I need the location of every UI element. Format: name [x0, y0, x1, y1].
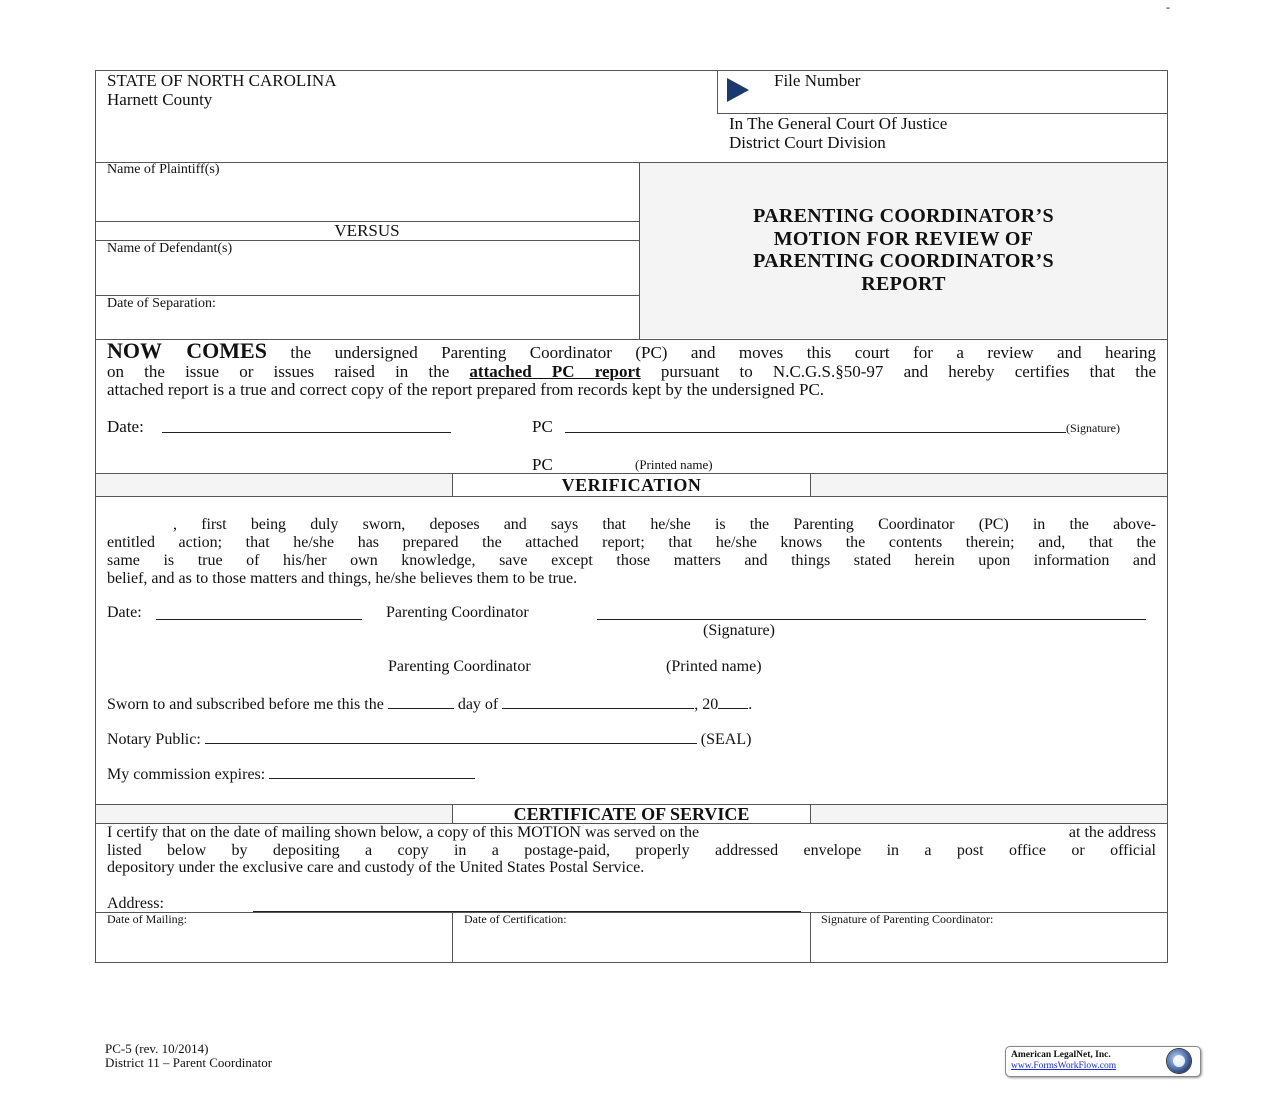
motion-text: on the issue or issues raised in the: [107, 362, 450, 381]
court-line-2: District Court Division: [729, 133, 886, 152]
date-of-mailing-field[interactable]: [96, 928, 451, 962]
certificate-line-3: depository under the exclusive care and custody of the United States Postal Service.: [107, 859, 645, 876]
divider: [810, 473, 811, 496]
county-name: Harnett County: [107, 90, 213, 109]
motion-pc-label: PC: [532, 417, 553, 436]
pc-printed-name-field[interactable]: [566, 455, 634, 472]
address-field[interactable]: [253, 897, 801, 912]
title-line-4: REPORT: [861, 272, 946, 295]
motion-text: the undersigned Parenting Coordinator (PC) and moves this court for a review and hearing: [290, 343, 1157, 362]
title-line-1: PARENTING COORDINATOR’S: [753, 205, 1054, 227]
verification-para-line-2: entitled action; that he/she has prepared the attached report; that he/she knows the contents therein; and, that the: [107, 534, 1156, 551]
plaintiff-field[interactable]: [96, 180, 638, 220]
certificate-line-2: listed below by depositing a copy in a postage-paid, properly addressed envelope in a post office or official: [107, 842, 1156, 859]
date-of-certification-field[interactable]: [453, 928, 809, 962]
attached-pc-report-link[interactable]: attached PC report: [469, 362, 641, 381]
title-line-2: MOTION FOR REVIEW OF: [773, 227, 1034, 250]
verification-para-line-4: belief, and as to those matters and things, he/she believes them to be true.: [107, 570, 578, 587]
printed-name-note: (Printed name): [635, 457, 713, 472]
arrow-right-icon: [727, 78, 749, 102]
verification-para-line-3: same is true of his/her own knowledge, save except those matters and things stated herein upon information and: [107, 552, 1156, 569]
district-label: District 11 – Parent Coordinator: [105, 1055, 273, 1070]
divider: [810, 804, 811, 823]
verification-heading: VERIFICATION: [561, 475, 702, 495]
address-label: Address:: [107, 895, 164, 912]
state-name: STATE OF NORTH CAROLINA: [107, 71, 337, 90]
sworn-day-field[interactable]: [388, 694, 454, 709]
commission-expires-field[interactable]: [269, 764, 475, 779]
motion-text: pursuant to N.C.G.S.§50-97 and hereby certifies that the: [660, 362, 1157, 381]
plaintiff-label: Name of Plaintiff(s): [107, 162, 220, 177]
date-of-mailing-label: Date of Mailing:: [107, 912, 187, 926]
verification-pc-printed-label: Parenting Coordinator: [388, 658, 531, 675]
defendant-label: Name of Defendant(s): [107, 241, 233, 256]
separation-label: Date of Separation:: [107, 296, 216, 311]
shade-bar: [811, 805, 1167, 823]
separation-date-field[interactable]: [96, 312, 638, 338]
pc-signature-box[interactable]: [811, 928, 1167, 962]
shade-bar: [811, 474, 1167, 496]
verification-pc-sig-label: Parenting Coordinator: [386, 604, 529, 621]
motion-line-3: attached report is a true and correct copy of the report prepared from records kept by the undersigned PC.: [107, 380, 825, 399]
motion-date-label: Date:: [107, 417, 144, 436]
motion-date-field[interactable]: [162, 418, 451, 433]
commission-line: My commission expires:: [107, 764, 475, 784]
certificate-line-1: I certify that on the date of mailing shown below, a copy of this MOTION was served on the: [107, 824, 700, 841]
court-line-1: In The General Court Of Justice: [729, 114, 948, 133]
pc-signature-field[interactable]: [565, 418, 1066, 433]
certificate-heading: CERTIFICATE OF SERVICE: [513, 804, 750, 824]
globe-icon: [1167, 1049, 1191, 1073]
pc-signature-label: Signature of Parenting Coordinator:: [821, 912, 994, 926]
title-block: [640, 163, 1167, 338]
verification-signature-field[interactable]: [597, 605, 1146, 620]
date-of-certification-label: Date of Certification:: [464, 912, 567, 926]
verification-para-line-1: , first being duly sworn, deposes and says that he/she is the Parenting Coordinator (PC) in the above-: [173, 516, 1156, 533]
file-number-label: File Number: [774, 71, 861, 90]
verification-signature-note: (Signature): [703, 622, 775, 639]
logo-company: American LegalNet, Inc.: [1011, 1050, 1111, 1060]
verification-printed-note: (Printed name): [666, 658, 762, 675]
sworn-year-field[interactable]: [718, 694, 748, 709]
affiant-name-field[interactable]: [107, 516, 171, 534]
verification-date-field[interactable]: [156, 605, 362, 620]
american-legalnet-logo[interactable]: [1005, 1046, 1201, 1077]
signature-note: (Signature): [1066, 421, 1120, 435]
motion-line-1: [107, 338, 1157, 363]
defendant-field[interactable]: [96, 258, 638, 294]
divider: [95, 912, 1168, 913]
certificate-line-1-end: at the address: [1068, 824, 1156, 841]
versus-label: VERSUS: [334, 221, 400, 240]
motion-line-2: [107, 362, 1156, 381]
form-id: PC-5 (rev. 10/2014): [105, 1041, 209, 1056]
logo-url-link[interactable]: www.FormsWorkFlow.com: [1011, 1061, 1117, 1071]
sworn-month-field[interactable]: [502, 694, 694, 709]
verification-printed-name-field[interactable]: [596, 658, 662, 676]
title-line-3: PARENTING COORDINATOR’S: [753, 250, 1054, 272]
notary-public-field[interactable]: [205, 729, 697, 744]
notary-line: Notary Public: (SEAL): [107, 731, 752, 748]
now-comes-lead: NOW COMES: [107, 338, 267, 363]
motion-pc-printed-label: PC: [532, 455, 553, 474]
shade-bar: [96, 805, 452, 823]
sworn-line: Sworn to and subscribed before me this the day of , 20 .: [107, 696, 753, 713]
verification-date-label: Date:: [107, 604, 142, 621]
shade-bar: [96, 474, 452, 496]
divider: [95, 496, 1168, 497]
corner-mark: -: [1166, 0, 1170, 14]
served-party-field[interactable]: [962, 824, 1028, 842]
